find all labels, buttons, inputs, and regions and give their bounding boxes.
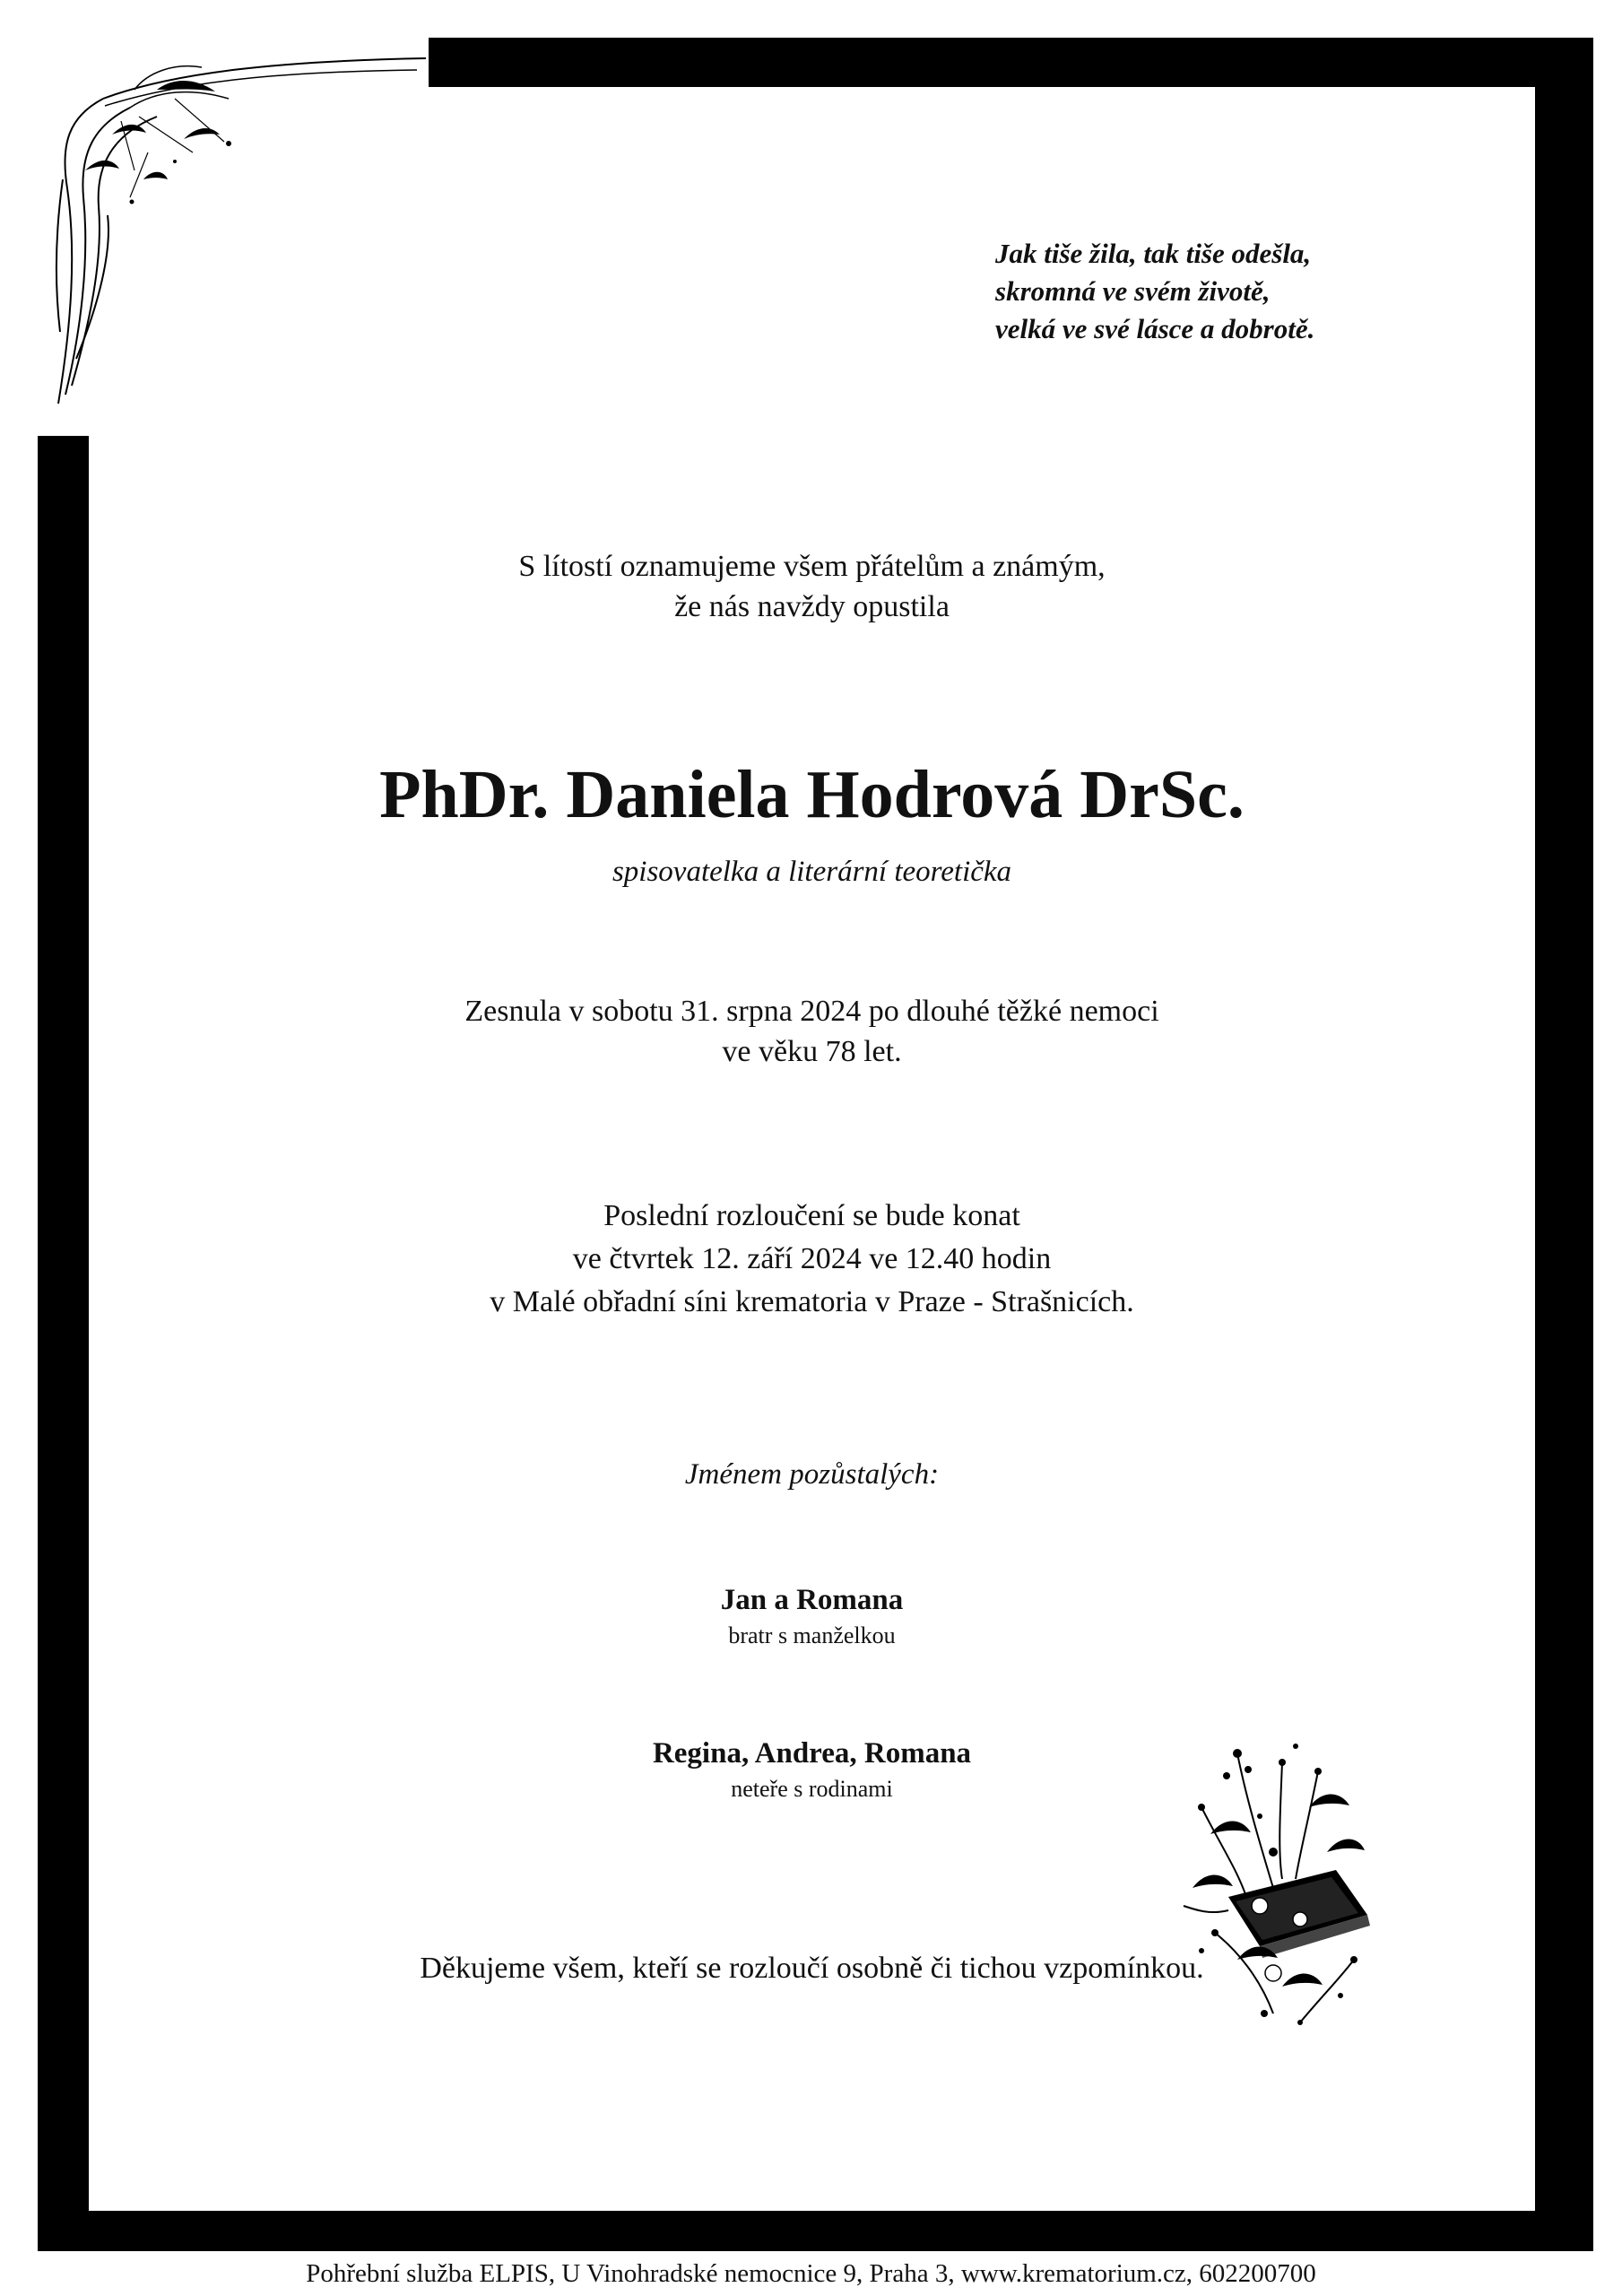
deceased-name: PhDr. Daniela Hodrová DrSc.: [379, 757, 1245, 832]
funeral-info-line: ve čtvrtek 12. září 2024 ve 12.40 hodin: [572, 1242, 1052, 1275]
announcement-intro: [89, 546, 1535, 627]
funeral-info: [89, 1195, 1535, 1324]
floral-branch-icon: [49, 36, 444, 413]
motto-verse: [995, 235, 1497, 348]
death-info: [89, 991, 1535, 1072]
survivor-relation: bratr s manželkou: [728, 1622, 896, 1648]
motto-line: Jak tiše žila, tak tiše odešla,: [995, 238, 1312, 269]
frame-top-bar: [429, 38, 1593, 87]
death-info-line: ve věku 78 let.: [722, 1035, 902, 1068]
thanks-line: Děkujeme všem, kteří se rozloučí osobně či tichou vzpomínkou.: [420, 1952, 1204, 1985]
motto-line: skromná ve svém životě,: [995, 275, 1271, 307]
death-info-line: Zesnula v sobotu 31. srpna 2024 po dlouhé těžké nemoci: [464, 995, 1159, 1028]
intro-line: S lítostí oznamujeme všem přátelům a známým,: [518, 550, 1106, 583]
survivor-name: Jan a Romana: [720, 1584, 904, 1616]
frame-left-bar: [38, 436, 89, 2251]
funeral-service-footer: Pohřební služba ELPIS, U Vinohradské nemocnice 9, Praha 3, www.krematorium.cz, 602200700: [306, 2259, 1316, 2288]
survivor-name: Regina, Andrea, Romana: [652, 1737, 972, 1770]
frame-right-bar: [1535, 38, 1593, 2251]
flowers-and-book-icon: [1175, 1726, 1381, 2040]
funeral-info-line: v Malé obřadní síni krematoria v Praze - Strašnicích.: [490, 1285, 1134, 1318]
funeral-info-line: Poslední rozloučení se bude konat: [603, 1199, 1020, 1232]
deceased-profession: spisovatelka a literární teoretička: [612, 856, 1012, 888]
survivor-group: [89, 1580, 1535, 1652]
frame-bottom-bar: [38, 2211, 1593, 2251]
survivors-heading: Jménem pozůstalých:: [684, 1458, 940, 1491]
survivor-relation: neteře s rodinami: [731, 1776, 893, 1802]
intro-line: že nás navždy opustila: [674, 590, 950, 623]
motto-line: velká ve své lásce a dobrotě.: [995, 313, 1315, 344]
